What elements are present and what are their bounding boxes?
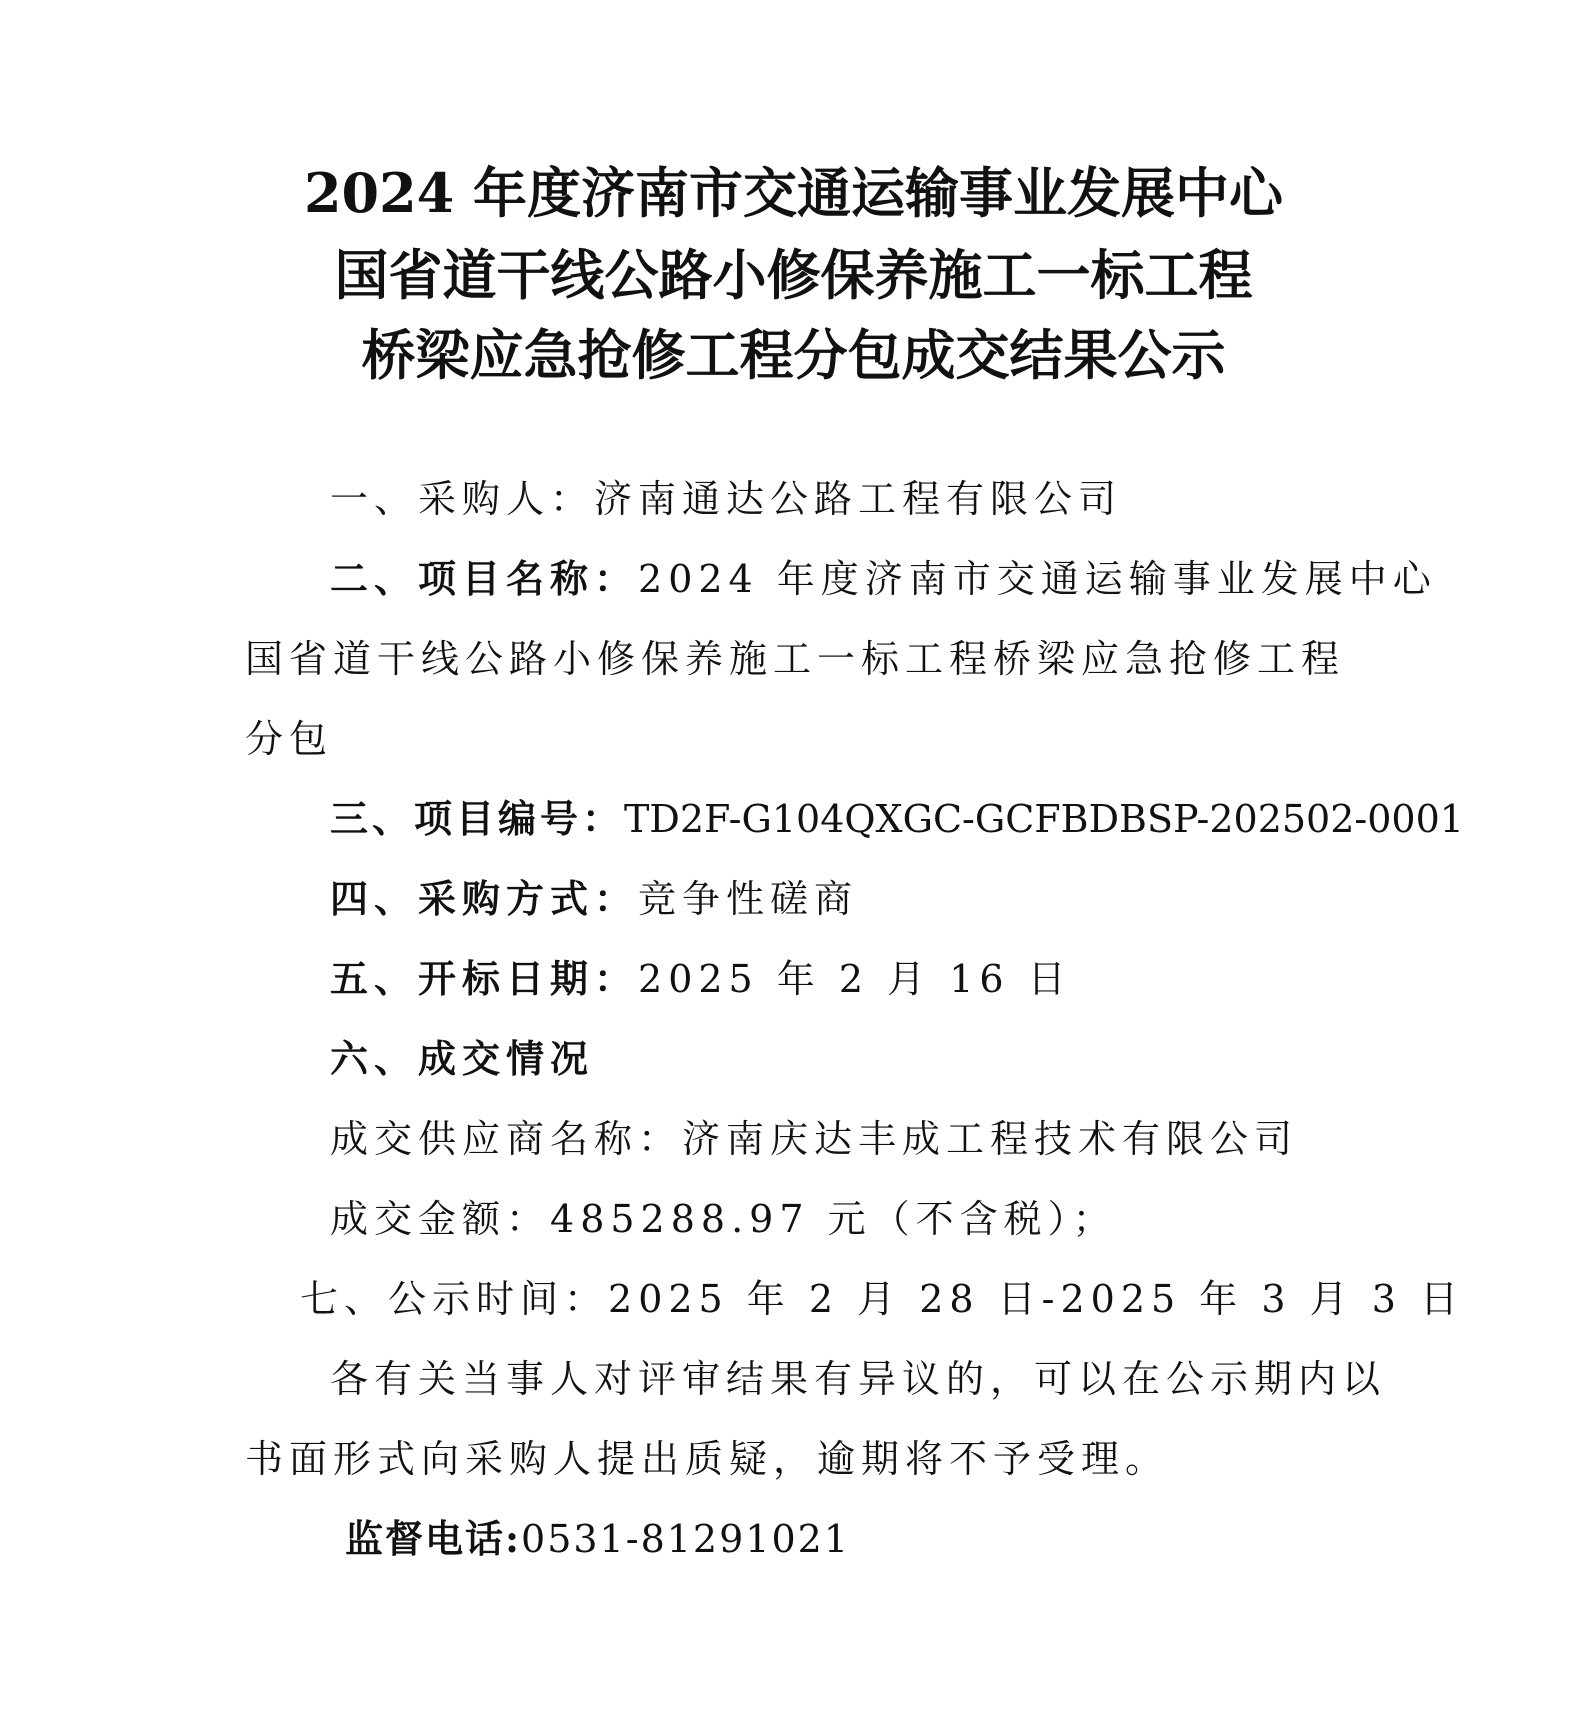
notice-label: 七、公示时间： — [300, 1277, 609, 1321]
open-date-line — [330, 955, 1072, 1003]
buyer-line — [330, 475, 1122, 523]
notice-period-line — [300, 1275, 1464, 1323]
procurement-method-line — [330, 875, 858, 923]
code-label: 三、项目编号： — [330, 796, 625, 841]
amount-value: 485288.97 元（不含税）； — [550, 1197, 1117, 1241]
objection-line-1: 各有关当事人对评审结果有异议的，可以在公示期内以 — [330, 1357, 1387, 1401]
project-name-line-3: 分包 — [245, 717, 334, 761]
project-label: 二、项目名称： — [330, 556, 639, 601]
phone-line — [345, 1515, 850, 1563]
method-label: 四、采购方式： — [330, 876, 639, 921]
title-line-3: 桥梁应急抢修工程分包成交结果公示 — [361, 323, 1226, 387]
supplier-value: 济南庆达丰成工程技术有限公司 — [682, 1117, 1299, 1161]
buyer-value: 济南通达公路工程有限公司 — [594, 477, 1123, 521]
result-heading: 六、成交情况 — [330, 1036, 595, 1081]
phone-value: 0531-81291021 — [521, 1517, 850, 1561]
date-value: 2025 年 2 月 16 日 — [638, 957, 1072, 1001]
buyer-label: 一、采购人： — [330, 477, 595, 521]
title-line-2: 国省道干线公路小修保养施工一标工程 — [334, 243, 1253, 307]
date-label: 五、开标日期： — [330, 956, 639, 1001]
code-value: TD2F-G104QXGC-GCFBDBSP-202502-0001 — [624, 797, 1464, 841]
supplier-line — [330, 1115, 1298, 1163]
phone-label: 监督电话: — [345, 1516, 522, 1561]
amount-line — [330, 1195, 1117, 1243]
project-name-line — [330, 555, 1437, 603]
notice-value: 2025 年 2 月 28 日-2025 年 3 月 3 日 — [608, 1277, 1464, 1321]
project-name-line-2: 国省道干线公路小修保养施工一标工程桥梁应急抢修工程 — [245, 637, 1346, 681]
title-line-1: 2024 年度济南市交通运输事业发展中心 — [303, 161, 1284, 225]
amount-label: 成交金额： — [330, 1197, 551, 1241]
project-code-line — [330, 795, 1464, 843]
method-value: 竞争性磋商 — [638, 877, 859, 921]
objection-line-2: 书面形式向采购人提出质疑，逾期将不予受理。 — [245, 1437, 1170, 1481]
supplier-label: 成交供应商名称： — [330, 1117, 683, 1161]
project-value-1: 2024 年度济南市交通运输事业发展中心 — [638, 557, 1437, 601]
